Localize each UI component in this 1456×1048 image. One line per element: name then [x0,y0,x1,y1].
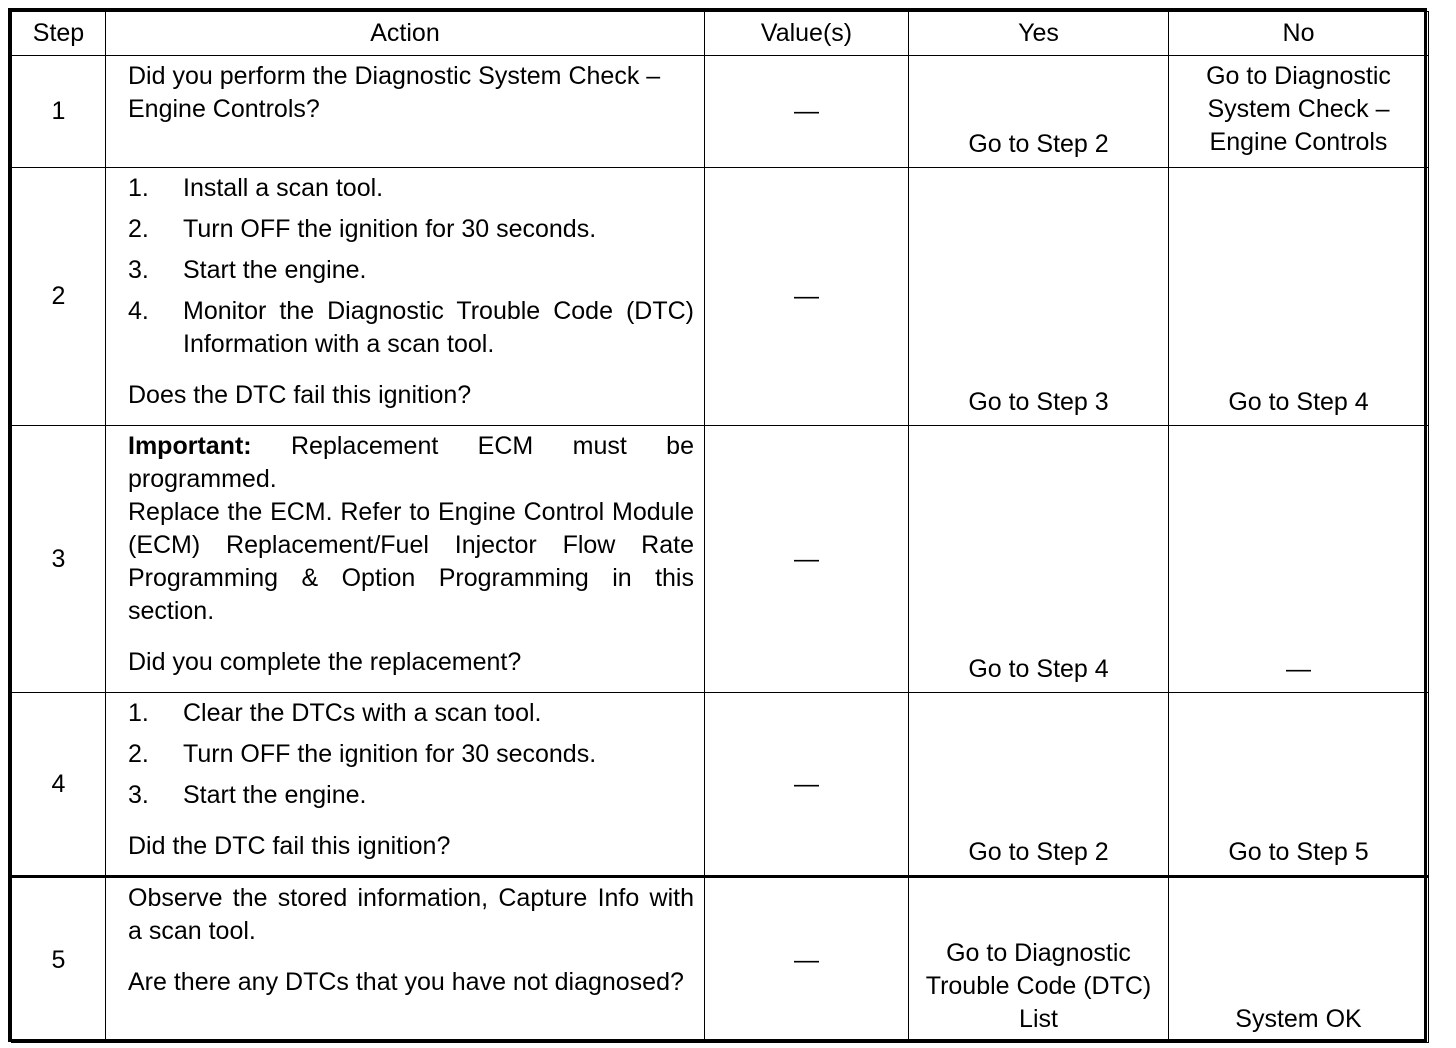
yes-cell: Go to Step 2 [909,56,1169,168]
step-number: 1 [12,56,106,168]
action-text: Did you perform the Diagnostic System Check – Engine Controls? [128,62,661,123]
no-cell: System OK [1169,877,1429,1043]
header-yes: Yes [909,12,1169,56]
step-number: 4 [12,693,106,877]
action-steps-list [128,172,694,361]
table-row [12,877,1429,1043]
step-number: 3 [12,426,106,693]
action-steps-list [128,697,694,812]
step-number: 2 [12,168,106,426]
important-note [128,430,694,496]
list-item-text: Start the engine. [183,256,367,284]
action-question: Did you complete the replacement? [128,648,522,676]
action-cell [106,168,705,426]
action-question: Are there any DTCs that you have not diagnosed? [128,968,684,996]
action-cell [106,426,705,693]
list-item-number: 1. [128,174,149,202]
value-cell: — [705,426,909,693]
table-row [12,426,1429,693]
header-row [12,12,1429,56]
list-item [128,172,694,205]
action-text: Observe the stored information, Capture Info with a scan tool. [128,884,694,945]
list-item-number: 1. [128,699,149,727]
action-text: Replace the ECM. Refer to Engine Control Module (ECM) Replacement/Fuel Injector Flow Rate Programming & Option Programming in this section. [128,498,694,625]
action-cell [106,693,705,877]
list-item-text: Turn OFF the ignition for 30 seconds. [183,215,597,243]
header-step: Step [12,12,106,56]
diagnostic-table [11,11,1429,1043]
list-item-text: Start the engine. [183,781,367,809]
list-item [128,697,694,730]
header-no: No [1169,12,1429,56]
action-cell [106,56,705,168]
list-item-text: Turn OFF the ignition for 30 seconds. [183,740,597,768]
value-cell: — [705,56,909,168]
header-values: Value(s) [705,12,909,56]
list-item-number: 2. [128,740,149,768]
list-item-number: 4. [128,297,149,325]
important-text: Replacement ECM must be programmed. [128,432,694,493]
list-item-number: 2. [128,215,149,243]
value-cell: — [705,693,909,877]
action-question: Does the DTC fail this ignition? [128,381,472,409]
table-row [12,693,1429,877]
yes-cell: Go to Step 3 [909,168,1169,426]
header-action: Action [106,12,705,56]
list-item [128,213,694,246]
yes-cell: Go to Step 4 [909,426,1169,693]
value-cell: — [705,877,909,1043]
no-cell: Go to Diagnostic System Check – Engine Controls [1169,56,1429,168]
list-item [128,738,694,771]
action-question: Did the DTC fail this ignition? [128,832,451,860]
list-item [128,254,694,287]
list-item-text: Install a scan tool. [183,174,384,202]
list-item [128,779,694,812]
list-item-number: 3. [128,256,149,284]
list-item-text: Monitor the Diagnostic Trouble Code (DTC) Information with a scan tool. [183,297,694,358]
no-cell: Go to Step 5 [1169,693,1429,877]
important-label: Important: [128,432,252,460]
step-number: 5 [12,877,106,1043]
table-row [12,168,1429,426]
list-item-number: 3. [128,781,149,809]
action-cell [106,877,705,1043]
no-cell: — [1169,426,1429,693]
list-item-text: Clear the DTCs with a scan tool. [183,699,542,727]
diagnostic-table-container [8,8,1427,1042]
value-cell: — [705,168,909,426]
table-row [12,56,1429,168]
yes-cell: Go to Step 2 [909,693,1169,877]
yes-cell: Go to Diagnostic Trouble Code (DTC) List [909,877,1169,1043]
no-cell: Go to Step 4 [1169,168,1429,426]
list-item [128,295,694,361]
